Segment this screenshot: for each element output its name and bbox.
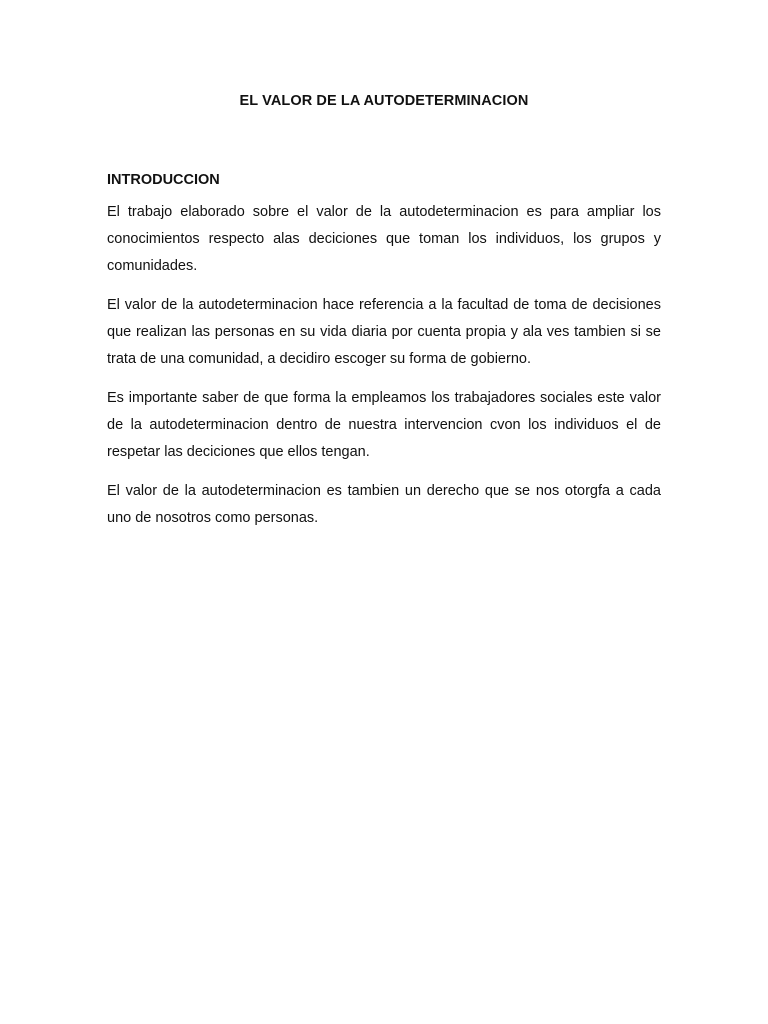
paragraph-2: El valor de la autodeterminacion hace referencia a la facultad de toma de decisiones que realizan las personas en su vida diaria por cuenta propia y ala ves tambien si se trata de una comunidad, a decidiro escoger su forma de gobierno. xyxy=(107,297,661,367)
paragraph-4: El valor de la autodeterminacion es tambien un derecho que se nos otorgfa a cada uno de nosotros como personas. xyxy=(107,483,661,526)
section-heading-introduccion: INTRODUCCION xyxy=(107,172,220,188)
paragraph-3: Es importante saber de que forma la empleamos los trabajadores sociales este valor de la autodeterminacion dentro de nuestra intervencion cvon los individuos el de respetar las deciciones que ellos tengan. xyxy=(107,390,661,460)
paragraph-1: El trabajo elaborado sobre el valor de la autodeterminacion es para ampliar los conocimientos respecto alas deciciones que toman los individuos, los grupos y comunidades. xyxy=(107,204,661,274)
document-title: EL VALOR DE LA AUTODETERMINACION xyxy=(239,93,529,109)
